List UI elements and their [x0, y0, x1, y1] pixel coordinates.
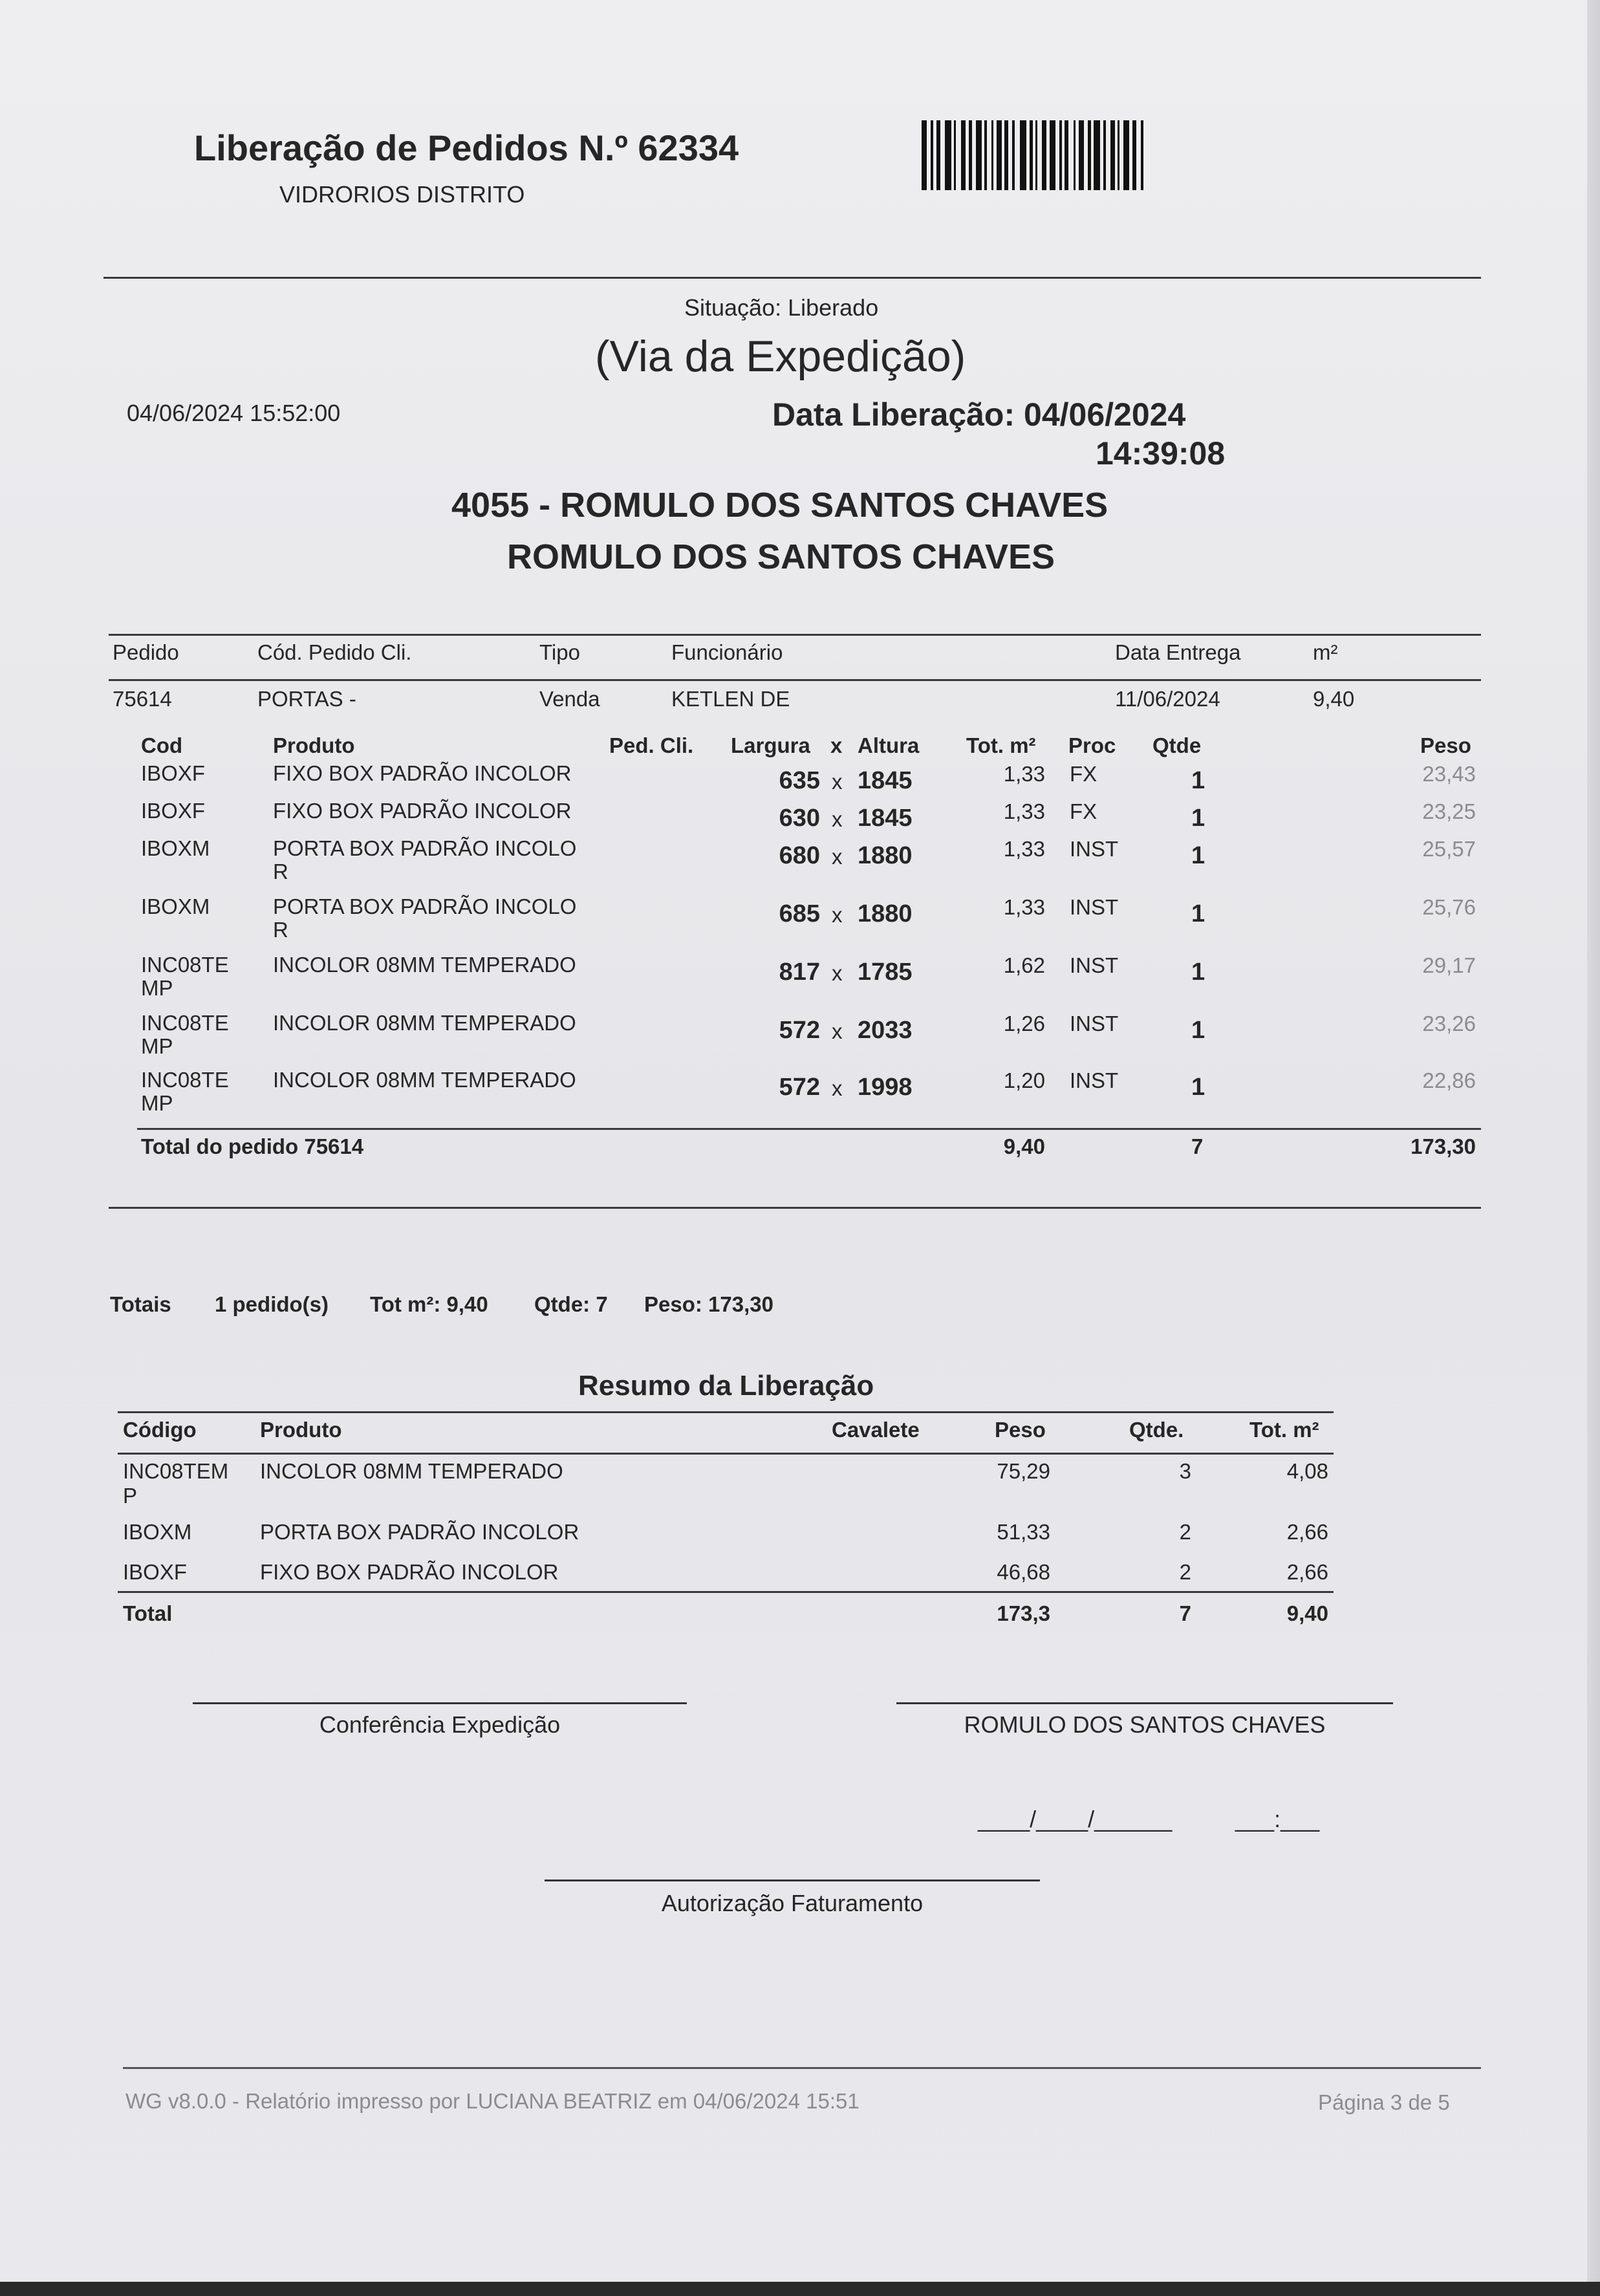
footer-line: [123, 2067, 1481, 2069]
val-funcionario: KETLEN DE: [671, 687, 790, 711]
resumo-codigo: IBOXF: [123, 1560, 188, 1584]
barcode-bar: [997, 120, 1002, 190]
resumo-col-codigo: Código: [123, 1418, 197, 1442]
item-cod: INC08TEMP: [141, 1068, 229, 1115]
item-altura: 1845: [858, 767, 913, 794]
resumo-produto: FIXO BOX PADRÃO INCOLOR: [260, 1560, 559, 1584]
item-proc: INST: [1070, 1012, 1119, 1035]
barcode-bar: [1030, 120, 1033, 190]
cliente-signature-name: ROMULO DOS SANTOS CHAVES: [964, 1711, 1326, 1738]
item-altura: 1880: [858, 842, 913, 869]
date-placeholder: ____/____/______: [978, 1806, 1173, 1832]
item-qtde: 1: [1191, 805, 1205, 832]
totais-qtde: Qtde: 7: [534, 1292, 608, 1316]
item-largura: 572: [779, 1017, 820, 1044]
barcode-bar: [976, 120, 982, 190]
col-largura: Largura: [731, 733, 810, 757]
col-cod-pedido-cli: Cód. Pedido Cli.: [257, 640, 412, 664]
client-name-line2: ROMULO DOS SANTOS CHAVES: [507, 537, 1055, 576]
resumo-mid-line: [118, 1453, 1334, 1455]
total-pedido-m2: 9,40: [1003, 1134, 1045, 1158]
data-liberacao: Data Liberação: 04/06/2024: [772, 396, 1186, 433]
resumo-col-produto: Produto: [260, 1418, 342, 1442]
resumo-col-qtde: Qtde.: [1129, 1418, 1184, 1442]
item-proc: INST: [1070, 1068, 1119, 1092]
resumo-total-peso: 173,3: [997, 1601, 1050, 1625]
autorizacao-label: Autorização Faturamento: [661, 1890, 924, 1916]
barcode-bar: [1088, 120, 1091, 190]
item-x: x: [832, 961, 843, 985]
resumo-qtde: 2: [1179, 1520, 1191, 1544]
resumo-col-tot-m2: Tot. m²: [1249, 1418, 1319, 1442]
resumo-col-cavalete: Cavalete: [832, 1418, 920, 1442]
col-cod: Cod: [141, 733, 183, 757]
item-tot-m2: 1,26: [1003, 1012, 1045, 1035]
document-title: Liberação de Pedidos N.º 62334: [194, 127, 739, 168]
item-produto: INCOLOR 08MM TEMPERADO: [273, 1068, 576, 1092]
col-pedido: Pedido: [113, 640, 179, 664]
client-name-line1: 4055 - ROMULO DOS SANTOS CHAVES: [451, 486, 1108, 525]
situacao-label: Situação: Liberado: [684, 294, 879, 321]
barcode-bar: [1004, 120, 1008, 190]
col-tot-m2: Tot. m²: [966, 733, 1036, 757]
item-peso: 22,86: [1422, 1068, 1476, 1092]
total-pedido-peso: 173,30: [1411, 1134, 1476, 1158]
total-pedido-qtde: 7: [1191, 1134, 1204, 1158]
col-ped-cli: Ped. Cli.: [609, 733, 694, 757]
item-cod: IBOXF: [141, 799, 206, 823]
barcode-bar: [1059, 120, 1062, 190]
col-tipo: Tipo: [539, 640, 580, 664]
val-tipo: Venda: [539, 687, 600, 711]
col-funcionario: Funcionário: [671, 640, 783, 664]
order-header-top-line: [109, 634, 1481, 636]
resumo-total-qtde: 7: [1179, 1601, 1191, 1625]
barcode-bar: [931, 120, 933, 190]
barcode-bar: [1132, 120, 1136, 190]
item-x: x: [832, 903, 843, 927]
resumo-total-line: [118, 1591, 1334, 1593]
resumo-produto: INCOLOR 08MM TEMPERADO: [260, 1459, 563, 1483]
col-x: x: [830, 733, 843, 757]
company-name: VIDRORIOS DISTRITO: [279, 181, 525, 208]
barcode-bar: [1050, 120, 1055, 190]
item-altura: 1880: [858, 900, 913, 927]
item-produto: INCOLOR 08MM TEMPERADO: [273, 953, 576, 977]
via-label: (Via da Expedição): [595, 332, 966, 381]
cliente-signature-line: [896, 1702, 1393, 1704]
resumo-codigo: IBOXM: [123, 1520, 192, 1544]
item-produto: INCOLOR 08MM TEMPERADO: [273, 1011, 576, 1035]
item-altura: 1998: [858, 1074, 913, 1101]
val-pedido: 75614: [113, 687, 172, 711]
item-tot-m2: 1,33: [1003, 837, 1045, 861]
item-qtde: 1: [1191, 767, 1205, 794]
item-proc: FX: [1070, 762, 1097, 786]
col-altura: Altura: [858, 733, 920, 757]
barcode-bar: [1123, 120, 1129, 190]
resumo-qtde: 3: [1179, 1459, 1191, 1483]
item-tot-m2: 1,33: [1003, 762, 1045, 786]
barcode-bar: [1020, 120, 1026, 190]
autorizacao-signature-line: [545, 1879, 1040, 1881]
item-altura: 2033: [858, 1017, 913, 1044]
item-x: x: [832, 770, 843, 794]
item-tot-m2: 1,20: [1003, 1068, 1045, 1092]
barcode-bar: [954, 120, 956, 190]
col-proc: Proc: [1068, 733, 1116, 757]
item-largura: 630: [779, 805, 820, 832]
resumo-peso: 46,68: [997, 1560, 1050, 1584]
item-qtde: 1: [1191, 958, 1205, 986]
barcode-bar: [1079, 120, 1084, 190]
order-header-mid-line: [109, 679, 1481, 681]
col-qtde: Qtde: [1152, 733, 1202, 757]
item-tot-m2: 1,33: [1003, 895, 1045, 919]
item-cod: INC08TEMP: [141, 1011, 229, 1058]
item-cod: IBOXF: [141, 761, 206, 785]
total-pedido-label: Total do pedido 75614: [141, 1134, 364, 1158]
scan-border: [0, 2282, 1600, 2296]
barcode-bar: [936, 120, 940, 190]
barcode-bar: [1110, 120, 1115, 190]
item-produto: FIXO BOX PADRÃO INCOLOR: [273, 761, 572, 785]
item-largura: 572: [779, 1074, 820, 1101]
resumo-title: Resumo da Liberação: [578, 1370, 874, 1402]
col-produto: Produto: [273, 733, 355, 757]
totais-m2: Tot m²: 9,40: [370, 1292, 488, 1316]
resumo-tot-m2: 4,08: [1286, 1459, 1328, 1483]
barcode-bar: [1103, 120, 1106, 190]
item-cod: IBOXM: [141, 836, 210, 860]
item-proc: INST: [1070, 837, 1119, 861]
item-qtde: 1: [1191, 842, 1205, 869]
barcode: [922, 120, 1161, 190]
item-proc: FX: [1070, 799, 1097, 823]
time-placeholder: ___:___: [1235, 1806, 1320, 1832]
item-largura: 635: [779, 767, 820, 794]
item-peso: 23,43: [1422, 762, 1476, 786]
items-bottom-line: [109, 1207, 1481, 1209]
barcode-bar: [1042, 120, 1046, 190]
val-m2: 9,40: [1313, 687, 1355, 711]
item-cod: INC08TEMP: [141, 953, 229, 1000]
barcode-bar: [991, 120, 993, 190]
totais-peso: Peso: 173,30: [644, 1292, 773, 1316]
barcode-bar: [1118, 120, 1119, 190]
item-cod: IBOXM: [141, 894, 210, 918]
resumo-total-label: Total: [123, 1601, 173, 1625]
conferencia-label: Conferência Expedição: [319, 1711, 561, 1738]
barcode-bar: [1141, 120, 1143, 190]
barcode-bar: [1012, 120, 1015, 190]
resumo-total-m2: 9,40: [1286, 1601, 1328, 1625]
item-largura: 817: [779, 958, 820, 986]
item-peso: 25,76: [1422, 895, 1476, 919]
item-peso: 29,17: [1422, 953, 1476, 977]
item-x: x: [832, 1019, 843, 1043]
totais-label: Totais: [110, 1292, 171, 1316]
barcode-bar: [1094, 120, 1100, 190]
barcode-bar: [969, 120, 972, 190]
resumo-col-peso: Peso: [995, 1418, 1046, 1442]
resumo-codigo: INC08TEMP: [123, 1459, 229, 1508]
barcode-bar: [1065, 120, 1068, 190]
item-x: x: [832, 1076, 843, 1100]
col-m2: m²: [1313, 640, 1338, 664]
item-tot-m2: 1,62: [1003, 953, 1045, 977]
totais-pedidos: 1 pedido(s): [215, 1292, 329, 1316]
item-tot-m2: 1,33: [1003, 799, 1045, 823]
print-datetime: 04/06/2024 15:52:00: [127, 400, 341, 426]
item-proc: INST: [1070, 953, 1119, 977]
barcode-bar: [1074, 120, 1076, 190]
resumo-tot-m2: 2,66: [1286, 1520, 1328, 1544]
barcode-bar: [922, 120, 927, 190]
header-divider: [103, 277, 1481, 279]
item-produto: PORTA BOX PADRÃO INCOLOR: [273, 894, 577, 942]
data-liberacao-time: 14:39:08: [1096, 435, 1226, 471]
val-cod-pedido-cli: PORTAS -: [257, 687, 356, 711]
barcode-bar: [945, 120, 951, 190]
item-peso: 25,57: [1422, 837, 1476, 861]
item-produto: FIXO BOX PADRÃO INCOLOR: [273, 799, 572, 823]
item-x: x: [832, 845, 843, 869]
item-peso: 23,25: [1422, 799, 1476, 823]
val-data-entrega: 11/06/2024: [1115, 687, 1220, 711]
item-qtde: 1: [1191, 1017, 1205, 1044]
item-proc: INST: [1070, 895, 1119, 919]
resumo-qtde: 2: [1179, 1560, 1191, 1584]
resumo-produto: PORTA BOX PADRÃO INCOLOR: [260, 1520, 579, 1544]
item-qtde: 1: [1191, 900, 1205, 927]
footer-page-number: Página 3 de 5: [1318, 2090, 1450, 2114]
item-produto: PORTA BOX PADRÃO INCOLOR: [273, 836, 577, 883]
resumo-top-line: [118, 1411, 1334, 1413]
item-peso: 23,26: [1422, 1012, 1476, 1035]
items-total-line: [137, 1128, 1481, 1130]
resumo-peso: 75,29: [997, 1459, 1050, 1483]
resumo-peso: 51,33: [997, 1520, 1050, 1544]
footer-report-info: WG v8.0.0 - Relatório impresso por LUCIANA BEATRIZ em 04/06/2024 15:51: [125, 2089, 859, 2113]
barcode-bar: [1035, 120, 1037, 190]
item-qtde: 1: [1191, 1074, 1205, 1101]
col-peso: Peso: [1420, 733, 1471, 757]
item-altura: 1845: [858, 805, 913, 832]
resumo-tot-m2: 2,66: [1286, 1560, 1328, 1584]
barcode-bar: [961, 120, 966, 190]
page-edge: [1587, 0, 1600, 2296]
col-data-entrega: Data Entrega: [1115, 640, 1241, 664]
item-altura: 1785: [858, 958, 913, 986]
barcode-bar: [984, 120, 987, 190]
item-largura: 685: [779, 900, 820, 927]
item-largura: 680: [779, 842, 820, 869]
item-x: x: [832, 807, 843, 831]
conferencia-signature-line: [193, 1702, 687, 1704]
